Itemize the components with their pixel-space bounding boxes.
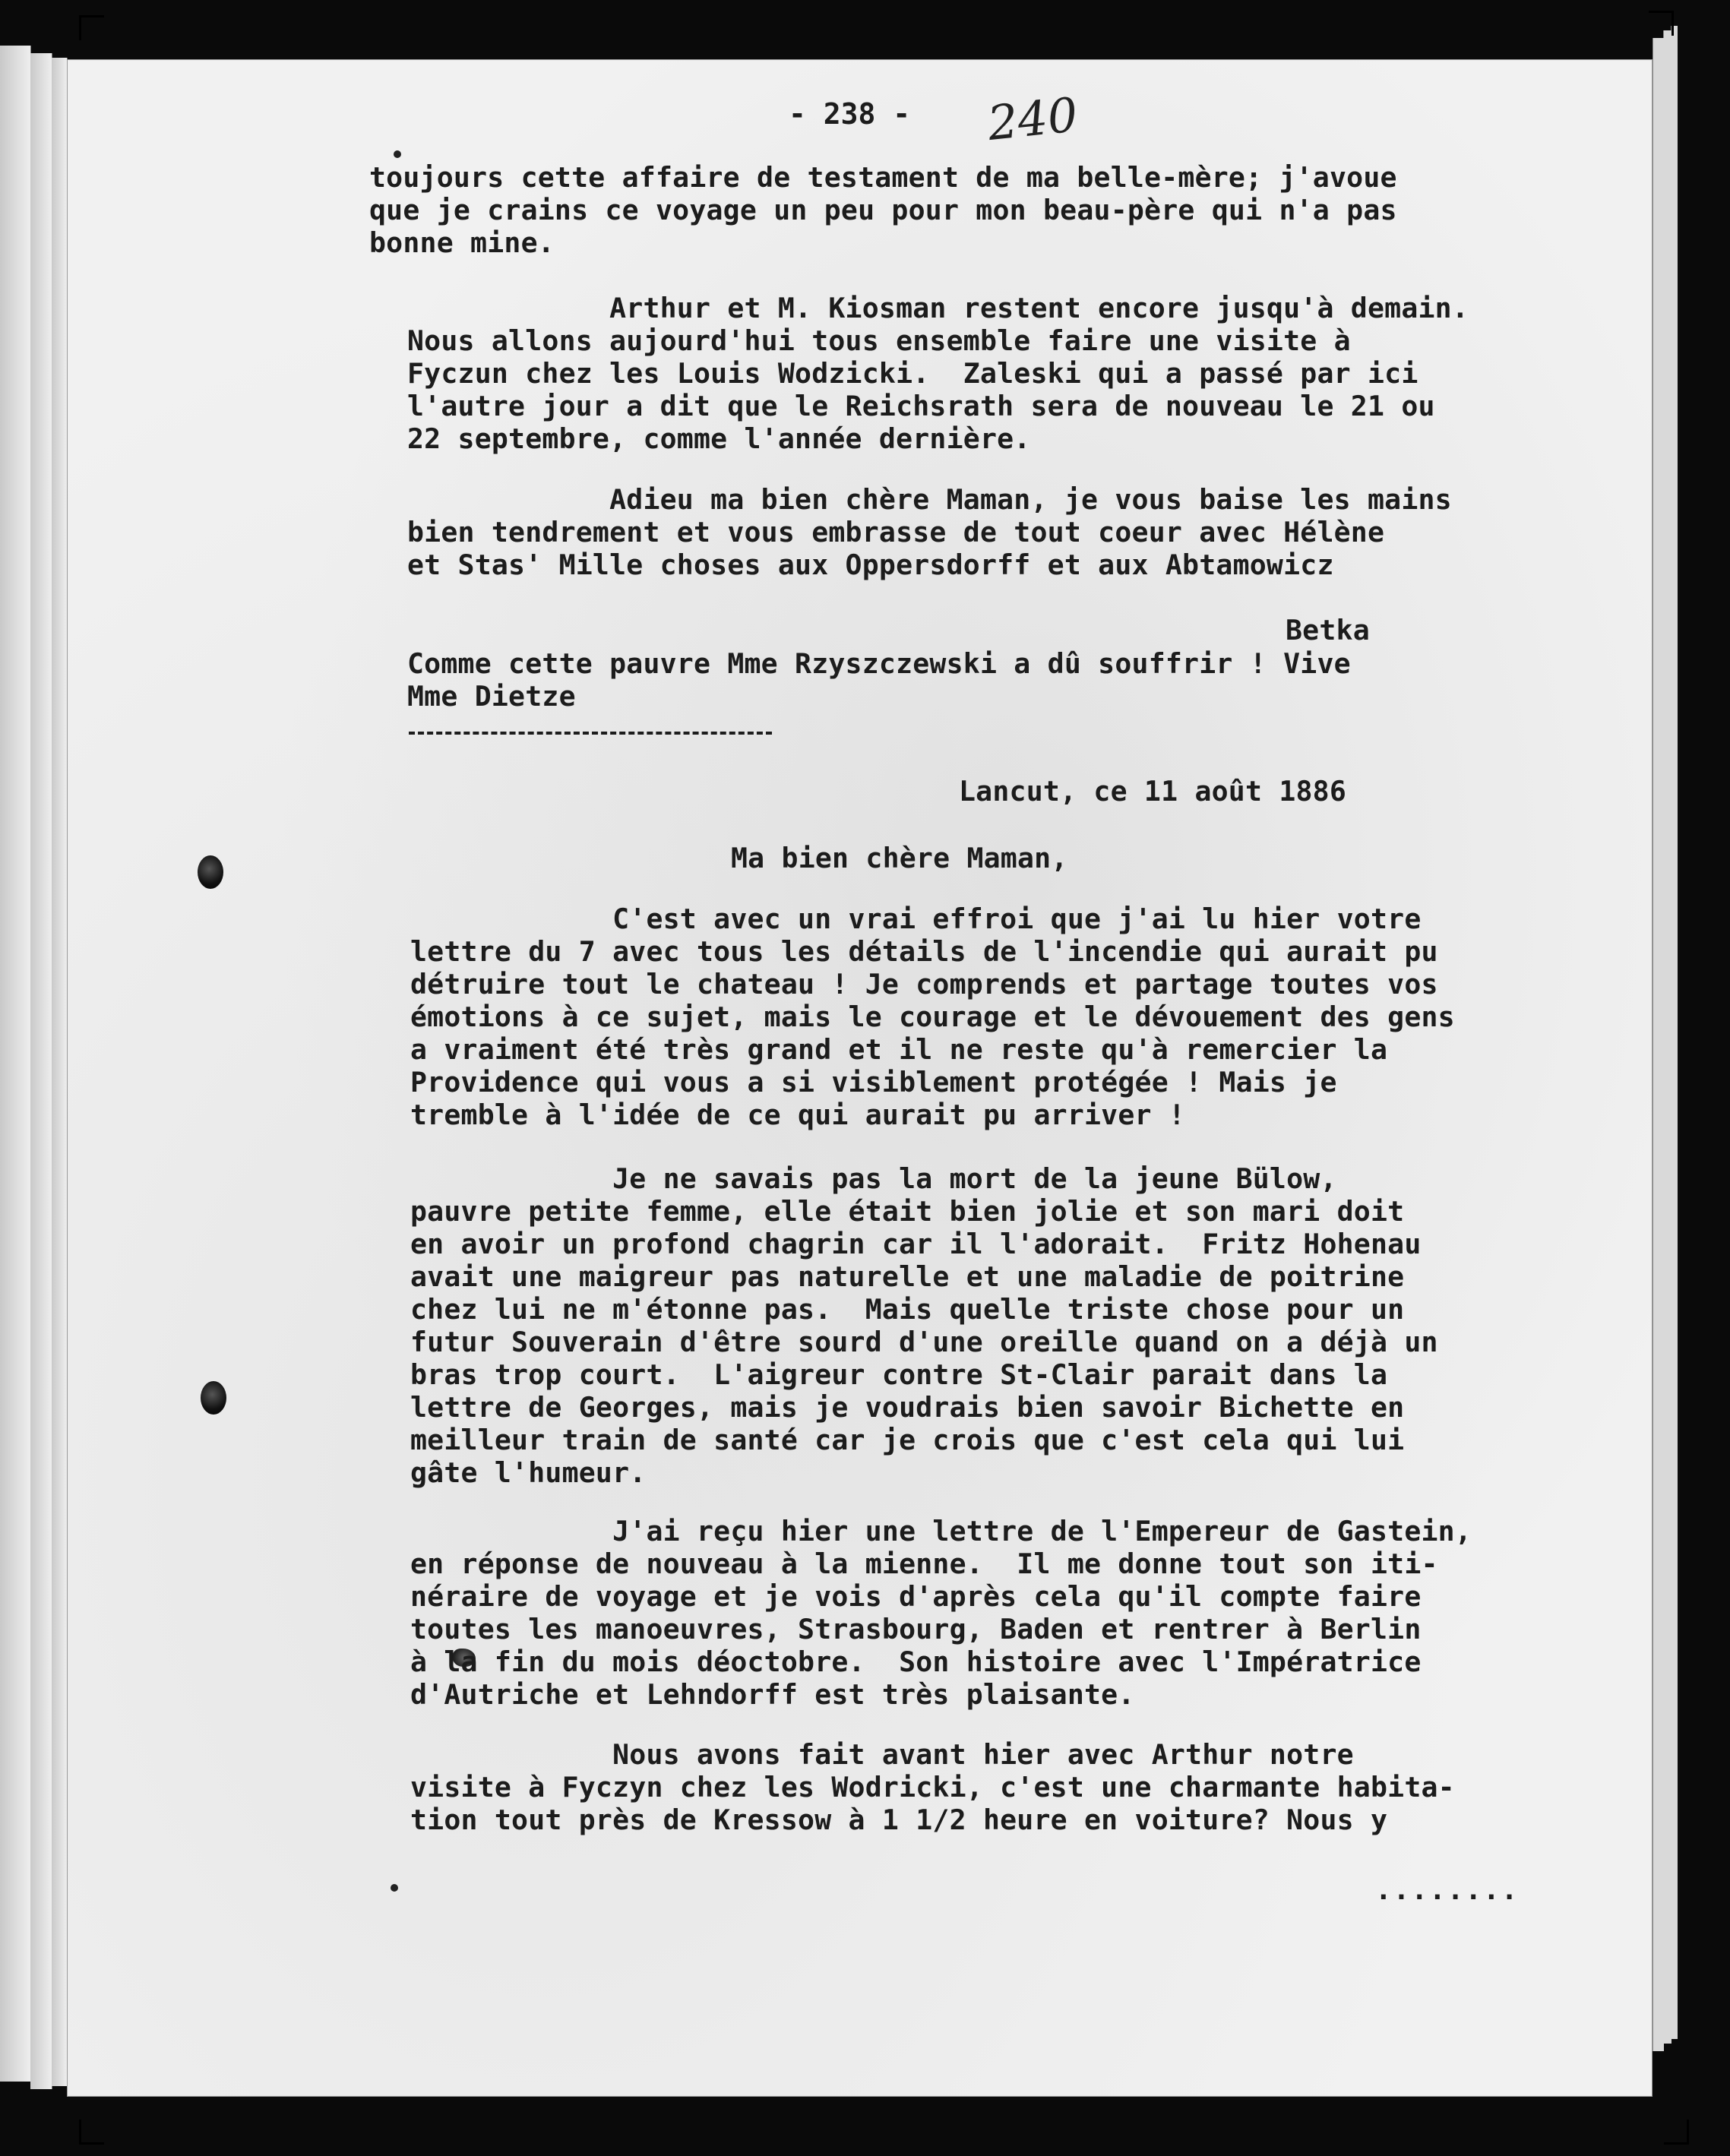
ink-speck [391,1884,398,1892]
dateline: Lancut, ce 11 août 1886 [959,775,1347,808]
punch-hole [201,1381,226,1415]
paragraph-7: Nous avons fait avant hier avec Arthur notre visite à Fyczyn chez les Wodricki, c'est une charmante habita- tion tout près de Kressow à 1 1/2 heure en voiture? Nous y [410,1738,1455,1836]
stacked-sheet-edge [1671,26,1678,2039]
punch-hole [198,855,223,889]
paragraph-3: Adieu ma bien chère Maman, je vous baise les mains bien tendrement et vous embrasse de tout coeur avec Hélène et Stas' Mille choses aux Oppersdorff et aux Abtamowicz [407,483,1452,581]
paragraph-6: J'ai reçu hier une lettre de l'Empereur de Gastein, en réponse de nouveau à la mienne. Il me donne tout son iti- néraire de voyage et je vois d'après cela qu'il compte faire toutes les manoeuvres, Strasbourg, Baden et rentrer à Berlin à la fin du mois déoctobre. Son histoire avec l'Impératrice d'Autriche et Lehndorff est très plaisante. [410,1515,1472,1711]
crop-mark [79,2120,104,2145]
paragraph-5: Je ne savais pas la mort de la jeune Bülow, pauvre petite femme, elle était bien jolie et son mari doit en avoir un profond chagrin car il l'adorait. Fritz Hohenau avait une maigreur pas naturelle et une maladie de poitrine chez lui ne m'étonne pas. Mais quelle triste chose pour un futur Souverain d'être sourd d'une oreille quand on a déjà un bras trop court. L'aigreur contre St-Clair parait dans la lettre de Georges, mais je voudrais bien savoir Bichette en meilleur train de santé car je crois que c'est cela qui lui gâte l'humeur. [410,1162,1438,1489]
paragraph-1: toujours cette affaire de testament de ma belle-mère; j'avoue que je crains ce voyage un peu pour mon beau-père qui n'a pas bonne mine. [369,161,1397,259]
handwritten-page-number: 240 [985,87,1080,151]
ink-speck [394,150,401,158]
continuation-dots: ........ [1375,1875,1520,1906]
postscript: Comme cette pauvre Mme Rzyszczewski a dû souffrir ! Vive Mme Dietze [407,647,1351,713]
stacked-sheet-edge [30,53,52,2089]
paragraph-2: Arthur et M. Kiosman restent encore jusqu'à demain. Nous allons aujourd'hui tous ensemble faire une visite à Fyczun chez les Louis Wodzicki. Zaleski qui a passé par ici l'autre jour a dit que le Reichsrath sera de nouveau le 21 ou 22 septembre, comme l'année dernière. [407,292,1469,455]
signature: Betka [1286,614,1370,646]
stacked-sheet-edge [1653,38,1664,2051]
section-divider [409,732,772,735]
page-number: - 238 - [789,97,911,131]
salutation: Ma bien chère Maman, [731,842,1068,874]
stacked-sheet-edge [52,58,68,2086]
stacked-sheet-edge [0,46,31,2082]
crop-mark [1664,2120,1689,2145]
crop-mark [79,15,104,40]
stacked-sheet-edge [1663,30,1671,2044]
paragraph-4: C'est avec un vrai effroi que j'ai lu hier votre lettre du 7 avec tous les détails de l'incendie qui aurait pu détruire tout le chateau ! Je comprends et partage toutes vos émotions à ce sujet, mais le courage et le dévouement des gens a vraiment été très grand et il ne reste qu'à remercier la Providence qui vous a si visiblement protégée ! Mais je tremble à l'idée de ce qui aurait pu arriver ! [410,903,1455,1131]
crop-mark [1649,11,1674,36]
